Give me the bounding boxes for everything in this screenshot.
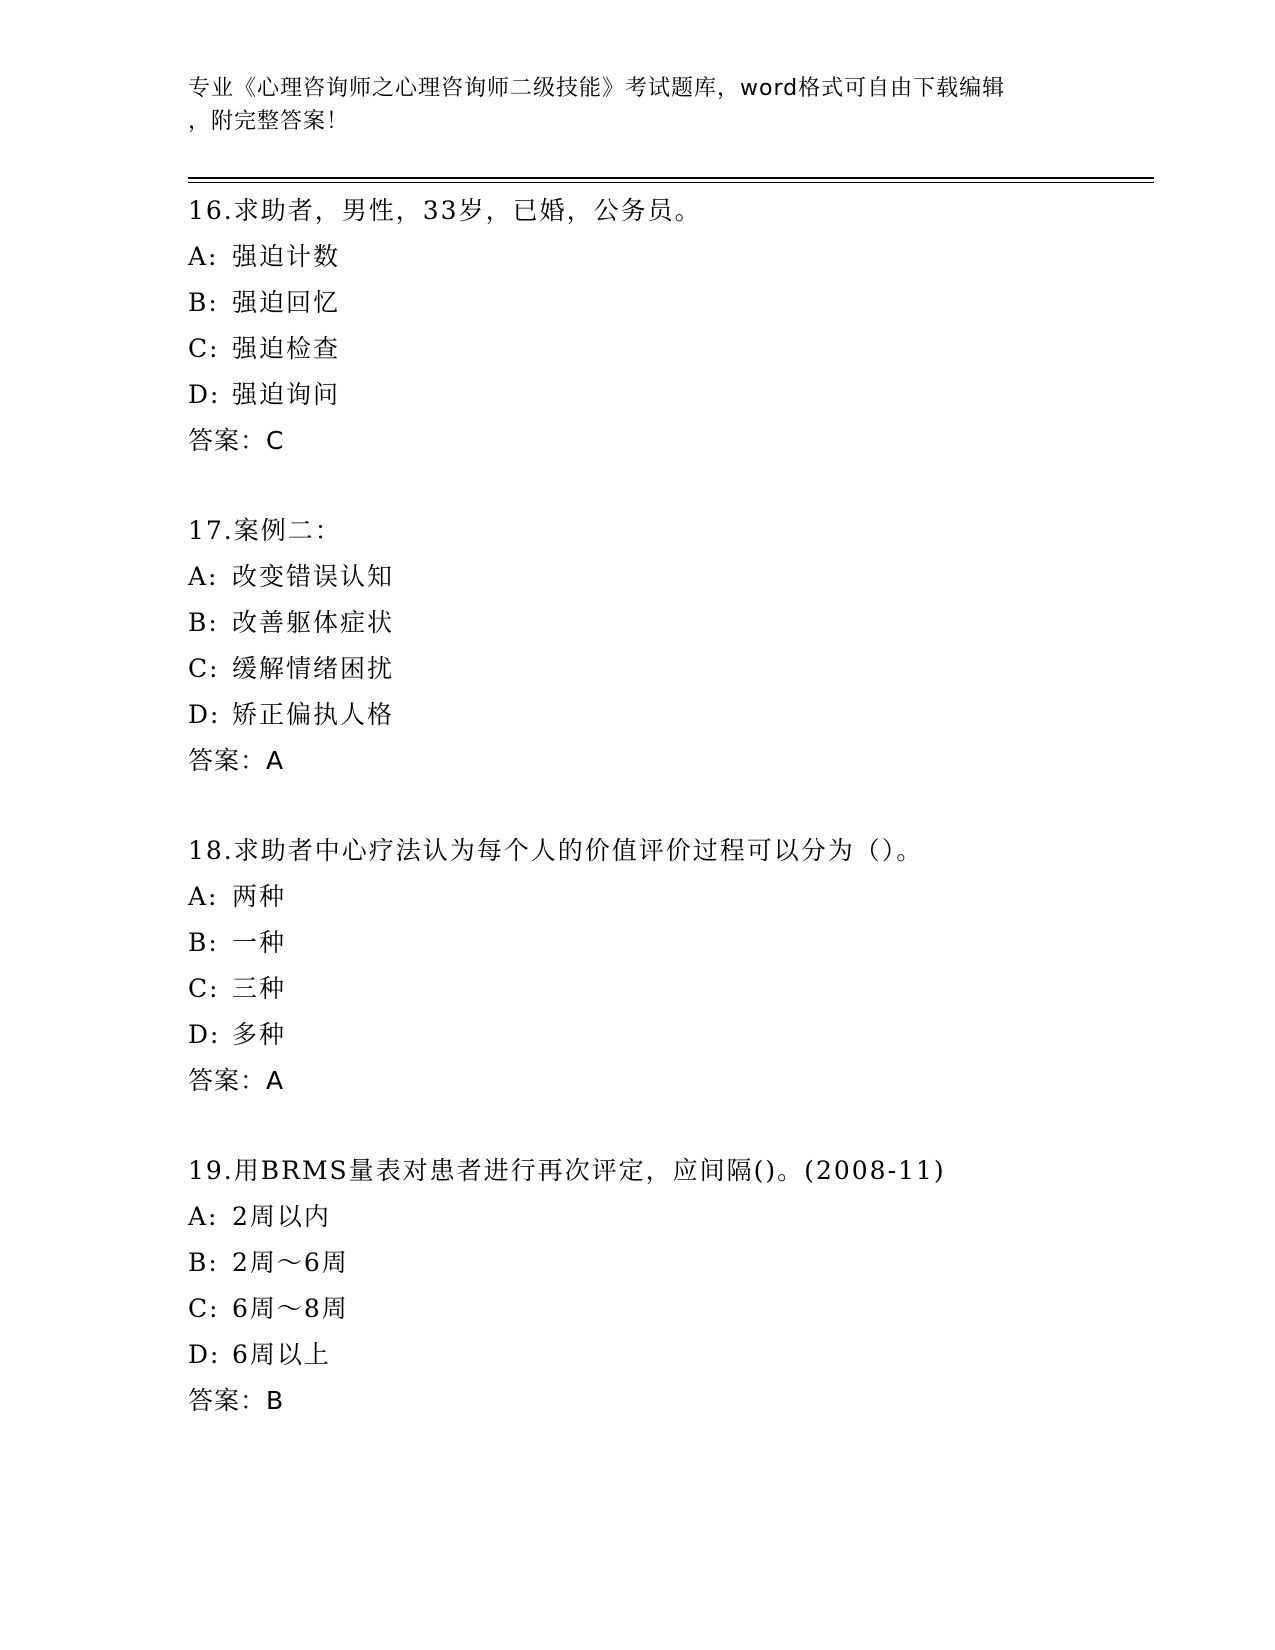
answer-line: 答案：A: [188, 746, 285, 775]
option-a: [188, 874, 1188, 920]
option-letter: C:: [188, 334, 220, 363]
option-letter: B:: [188, 608, 219, 637]
option-text: 缓解情绪困扰: [232, 654, 395, 683]
option-c: [188, 966, 1188, 1012]
option-letter: A:: [188, 562, 219, 591]
question-stem: 19.用BRMS量表对患者进行再次评定，应间隔()。(2008-11): [188, 1156, 946, 1185]
option-text: 多种: [232, 1020, 287, 1049]
header-divider: [188, 177, 1154, 183]
option-letter: D:: [188, 1340, 221, 1369]
document-header: [188, 72, 1088, 138]
option-text: 6周以上: [232, 1340, 331, 1369]
answer-line: 答案：B: [188, 1386, 285, 1415]
option-b: [188, 920, 1188, 966]
option-text: 强迫询问: [232, 380, 341, 409]
option-text: 改善躯体症状: [232, 608, 395, 637]
option-text: 一种: [232, 928, 287, 957]
question-block: [188, 508, 1188, 784]
option-text: 改变错误认知: [232, 562, 395, 591]
question-block: [188, 188, 1188, 464]
option-a: [188, 234, 1188, 280]
option-letter: A:: [188, 1202, 219, 1231]
question-block: [188, 828, 1188, 1104]
option-text: 强迫计数: [232, 242, 341, 271]
option-b: [188, 280, 1188, 326]
option-d: [188, 692, 1188, 738]
option-letter: B:: [188, 288, 219, 317]
answer-line: 答案：C: [188, 426, 285, 455]
option-c: [188, 326, 1188, 372]
option-text: 2周以内: [232, 1202, 331, 1231]
option-letter: B:: [188, 1248, 219, 1277]
option-letter: B:: [188, 928, 219, 957]
option-letter: C:: [188, 1294, 220, 1323]
option-letter: D:: [188, 380, 221, 409]
option-text: 三种: [232, 974, 287, 1003]
option-c: [188, 646, 1188, 692]
question-stem: 17.案例二：: [188, 516, 342, 545]
option-text: 强迫回忆: [232, 288, 341, 317]
option-letter: C:: [188, 654, 220, 683]
option-letter: D:: [188, 1020, 221, 1049]
option-a: [188, 1194, 1188, 1240]
option-d: [188, 1012, 1188, 1058]
question-stem: 16.求助者，男性，33岁，已婚，公务员。: [188, 196, 702, 225]
question-stem: 18.求助者中心疗法认为每个人的价值评价过程可以分为（）。: [188, 836, 924, 865]
option-text: 矫正偏执人格: [232, 700, 395, 729]
answer-line: 答案：A: [188, 1066, 285, 1095]
option-text: 强迫检查: [232, 334, 341, 363]
option-letter: A:: [188, 242, 219, 271]
option-letter: D:: [188, 700, 221, 729]
option-text: 2周～6周: [232, 1248, 349, 1277]
option-text: 6周～8周: [232, 1294, 349, 1323]
header-line-2: ，附完整答案！: [188, 109, 350, 134]
header-line-1: 专业《心理咨询师之心理咨询师二级技能》考试题库，word格式可自由下载编辑: [188, 76, 1006, 101]
question-block: [188, 1148, 1188, 1424]
option-letter: A:: [188, 882, 219, 911]
option-d: [188, 1332, 1188, 1378]
option-letter: C:: [188, 974, 220, 1003]
option-b: [188, 600, 1188, 646]
option-a: [188, 554, 1188, 600]
option-c: [188, 1286, 1188, 1332]
option-b: [188, 1240, 1188, 1286]
option-d: [188, 372, 1188, 418]
option-text: 两种: [232, 882, 287, 911]
